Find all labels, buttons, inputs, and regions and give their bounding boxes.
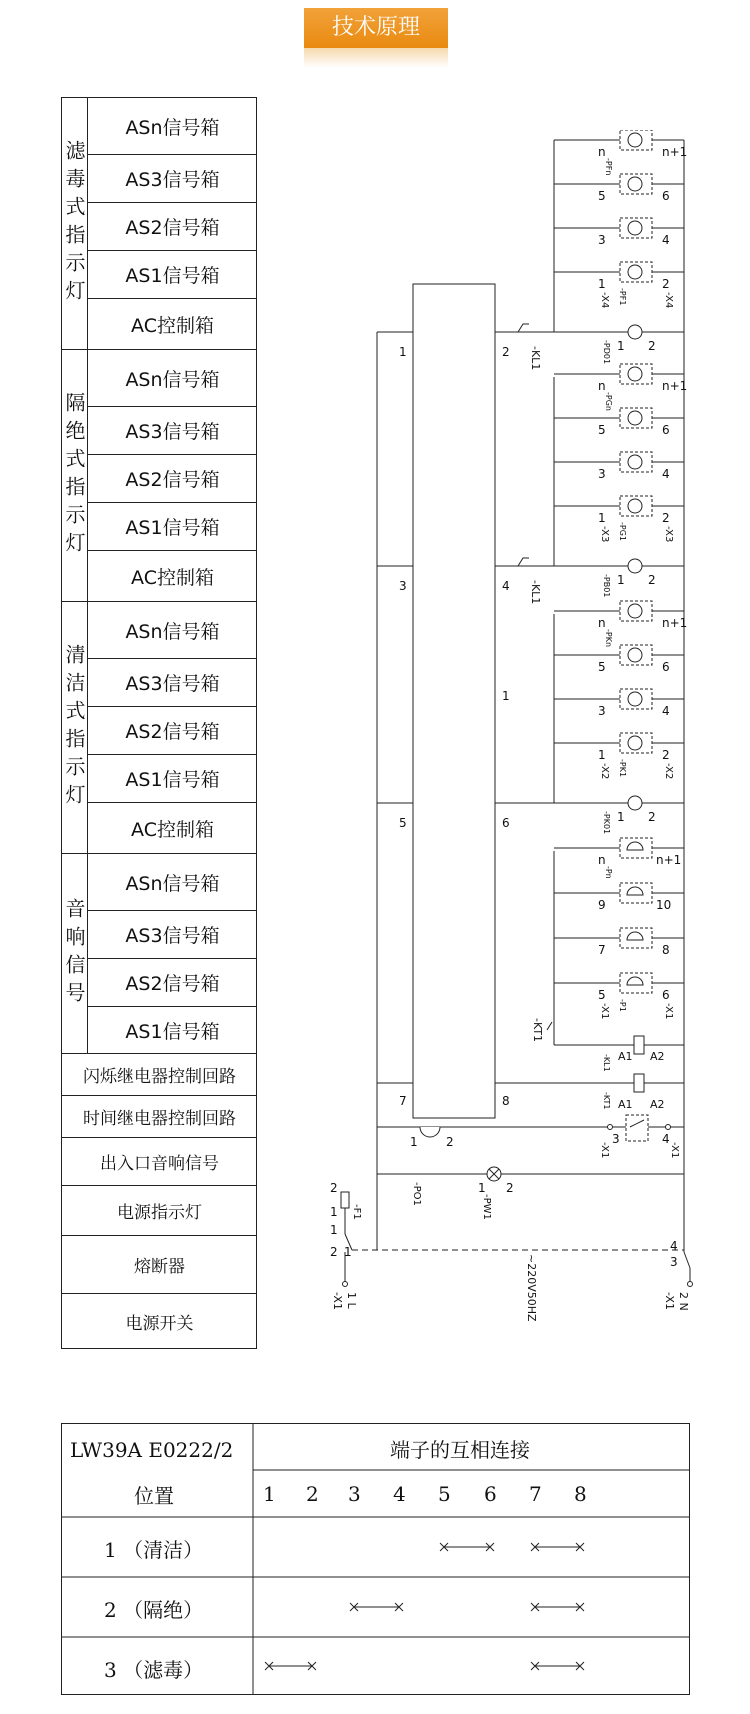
lamp-label: -PK1 [618, 759, 627, 778]
terminal-label: -X1 [331, 1292, 344, 1310]
buzzer-label: -Pn [604, 866, 613, 879]
position-row-label: 2 （隔绝） [104, 1598, 204, 1622]
lamp-label: -PO1 [411, 1182, 422, 1206]
legend-group-isolate [62, 350, 88, 602]
legend-row-door-sound: 出入口音响信号 [62, 1138, 257, 1186]
coil-pin: A1 [618, 1050, 633, 1063]
coil-pin: A1 [618, 1098, 633, 1111]
model-label: LW39A E0222/2 [70, 1438, 234, 1462]
relay-label: -KL1 [529, 346, 542, 371]
lamp-group-isolate [554, 364, 687, 597]
terminal-column-header: 6 [484, 1482, 497, 1506]
terminal-table [61, 1423, 690, 1695]
buzzer-pin: n+1 [656, 853, 682, 867]
legend-row: AS3信号箱 [88, 407, 257, 455]
terminal-label: -X2 [599, 763, 610, 780]
lamp-pin: 2 [662, 511, 670, 525]
lamp-pin: 2 [648, 810, 656, 824]
bell-pin: 1 [410, 1135, 418, 1149]
legend-row: AS1信号箱 [88, 251, 257, 299]
legend-group-sound [62, 854, 88, 1054]
switch-pin: 7 [399, 1094, 407, 1108]
lamp-pin: 3 [598, 467, 606, 481]
switch-pin: 6 [502, 816, 510, 830]
terminal-column-header: 7 [529, 1482, 542, 1506]
buzzer-label: -P1 [618, 999, 627, 1012]
flash-relay-coil [554, 1036, 684, 1072]
terminal-column-header: 1 [263, 1482, 276, 1506]
buzzer-pin: 9 [598, 898, 606, 912]
buzzer-pin: n [598, 853, 606, 867]
time-relay-coil [602, 1074, 665, 1111]
switch-pin: 4 [662, 1132, 670, 1146]
circuit-diagram [330, 130, 700, 1360]
lamp-label: -PF1 [618, 288, 627, 306]
coil-pin: A2 [650, 1098, 665, 1111]
legend-row: AS2信号箱 [88, 707, 257, 755]
switch-pin: 5 [399, 816, 407, 830]
lamp-pin: n [598, 145, 606, 159]
lamp-pin: 2 [662, 277, 670, 291]
switch-pin: 2 [330, 1245, 338, 1259]
lamp-pin: 5 [598, 660, 606, 674]
lamp-pin: 1 [598, 748, 606, 762]
legend-row: ASn信号箱 [88, 854, 257, 911]
lamp-label: -PW1 [481, 1194, 492, 1220]
bell-icon [420, 1127, 440, 1137]
legend-row: AC控制箱 [88, 803, 257, 854]
lamp-pin: 6 [662, 660, 670, 674]
buzzer-pin: 10 [656, 898, 672, 912]
rotary-switch-body [413, 284, 495, 1118]
buzzer-pin: 5 [598, 988, 606, 1002]
legend-group-label: 滤毒式指示灯 [62, 139, 86, 308]
terminal-column-header: 3 [348, 1482, 361, 1506]
lamp-pin: 3 [598, 704, 606, 718]
lamp-group-filter [554, 130, 687, 364]
lamp-pin: 6 [662, 189, 670, 203]
terminal-label: -X4 [599, 292, 610, 309]
fuse-and-switch [330, 1181, 693, 1322]
switch-pin: 8 [502, 1094, 510, 1108]
switch-pin: 1 [502, 689, 510, 703]
terminal-column-header: 8 [574, 1482, 587, 1506]
switch-pin: 3 [670, 1255, 678, 1269]
legend-row: ASn信号箱 [88, 350, 257, 407]
switch-pin: 4 [502, 579, 510, 593]
lamp-label: -PB01 [602, 574, 611, 598]
legend-row: AS3信号箱 [88, 911, 257, 959]
switch-pin: 3 [612, 1132, 620, 1146]
position-row-label: 1 （清洁） [104, 1538, 204, 1562]
title-banner-shadow [304, 48, 448, 68]
lamp-pin: 4 [662, 233, 670, 247]
switch-pin: 3 [399, 579, 407, 593]
lamp-label: -PG1 [618, 522, 627, 541]
lamp-pin: 1 [617, 810, 625, 824]
legend-row: ASn信号箱 [88, 602, 257, 659]
lamp-pin: n [598, 379, 606, 393]
terminal-label: -X1 [663, 1003, 674, 1020]
lamp-pin: 1 [617, 573, 625, 587]
door-sound-circuit [377, 1115, 684, 1158]
buzzer-pin: 8 [662, 943, 670, 957]
lamp-pin: n [598, 616, 606, 630]
fuse-icon [341, 1192, 349, 1208]
legend-row: AS3信号箱 [88, 155, 257, 203]
lamp-pin: 1 [598, 511, 606, 525]
terminal-label: 2 N [677, 1292, 690, 1311]
switch-pin: 1 [330, 1223, 338, 1237]
lamp-pin: n+1 [662, 145, 688, 159]
legend-row-power-switch: 电源开关 [125, 1314, 194, 1334]
legend-row: AC控制箱 [88, 551, 257, 602]
page-title: 技术原理 [331, 15, 420, 40]
terminal-label: -X1 [599, 1142, 610, 1159]
position-label: 位置 [134, 1484, 174, 1508]
terminal-column-header: 2 [306, 1482, 319, 1506]
lamp-pin: 1 [478, 1181, 486, 1195]
lamp-pin: 3 [598, 233, 606, 247]
legend-table [61, 97, 257, 1349]
lamp-pin: 2 [662, 748, 670, 762]
legend-group-label: 清洁式指示灯 [62, 643, 86, 812]
terminal-label: -X3 [663, 526, 674, 543]
relay-label: -KL1 [529, 580, 542, 605]
lamp-group-clean [554, 601, 687, 834]
legend-group-label: 音响信号 [62, 897, 86, 1010]
legend-row: AC控制箱 [88, 299, 257, 350]
bell-pin: 2 [446, 1135, 454, 1149]
lamp-pin: 1 [598, 277, 606, 291]
lamp-pin: 2 [648, 573, 656, 587]
lamp-pin: 5 [598, 189, 606, 203]
legend-row-time-relay: 时间继电器控制回路 [62, 1096, 257, 1138]
terminal-column-header: 5 [438, 1482, 451, 1506]
lamp-label: -PD01 [602, 340, 611, 365]
lamp-label: -PFn [604, 158, 613, 176]
legend-group-filter [62, 98, 88, 350]
legend-row: ASn信号箱 [88, 98, 257, 155]
terminal-column-header: 4 [393, 1482, 406, 1506]
legend-row-power-lamp: 电源指示灯 [62, 1186, 257, 1236]
switch-pin: 2 [502, 345, 510, 359]
lamp-pin: 2 [506, 1181, 514, 1195]
buzzer-pin: 6 [662, 988, 670, 1002]
buzzer-pin: 7 [598, 943, 606, 957]
lamp-pin: 1 [617, 339, 625, 353]
buzzer-group [554, 838, 684, 1019]
terminal-label: -X2 [663, 763, 674, 780]
legend-row-fuse: 熔断器 [62, 1236, 257, 1294]
terminal-label: -X3 [599, 526, 610, 543]
position-row-label: 3 （滤毒） [104, 1658, 204, 1682]
switch-pin: 1 [399, 345, 407, 359]
lamp-label: -PKn [604, 629, 613, 648]
fuse-pin: 2 [330, 1181, 338, 1195]
title-banner [304, 8, 448, 48]
link-layer [265, 1543, 584, 1670]
relay-label: -KT1 [531, 1018, 544, 1043]
legend-row: AS2信号箱 [88, 455, 257, 503]
coil-label: -KL1 [602, 1054, 611, 1072]
lamp-pin: 4 [662, 704, 670, 718]
legend-row: AS1信号箱 [88, 503, 257, 551]
fuse-pin: 1 [330, 1205, 338, 1219]
terminal-label: -X1 [599, 1003, 610, 1020]
legend-row: AS1信号箱 [88, 1007, 257, 1054]
lamp-pin: n+1 [662, 379, 688, 393]
lamp-pin: 4 [662, 467, 670, 481]
lamp-pin: 5 [598, 423, 606, 437]
legend-row: AS2信号箱 [88, 959, 257, 1007]
power-lamp-circuit [377, 1167, 684, 1220]
terminal-label: -X1 [663, 1292, 676, 1310]
legend-row: AS3信号箱 [88, 659, 257, 707]
legend-row-flash-relay: 闪烁继电器控制回路 [62, 1054, 257, 1096]
terminal-label: 1 L [345, 1292, 358, 1309]
switch-pin: 1 [344, 1245, 352, 1259]
supply-label: ~220V50HZ [525, 1254, 538, 1322]
lamp-pin: 6 [662, 423, 670, 437]
fuse-label: -F1 [351, 1204, 362, 1220]
legend-row: AS1信号箱 [88, 755, 257, 803]
terminal-label: -X4 [663, 292, 674, 309]
legend-group-clean [62, 602, 88, 854]
lamp-pin: n+1 [662, 616, 688, 630]
coil-label: -KT1 [602, 1092, 611, 1110]
switch-pin: 4 [670, 1239, 678, 1253]
lamp-label: -PK01 [602, 811, 611, 835]
lamp-pin: 2 [648, 339, 656, 353]
coil-pin: A2 [650, 1050, 665, 1063]
legend-row: AS2信号箱 [88, 203, 257, 251]
legend-group-label: 隔绝式指示灯 [62, 391, 86, 560]
terminal-header: 端子的互相连接 [390, 1438, 530, 1462]
lamp-label: -PGn [604, 392, 613, 411]
terminal-label: -X1 [669, 1142, 680, 1159]
